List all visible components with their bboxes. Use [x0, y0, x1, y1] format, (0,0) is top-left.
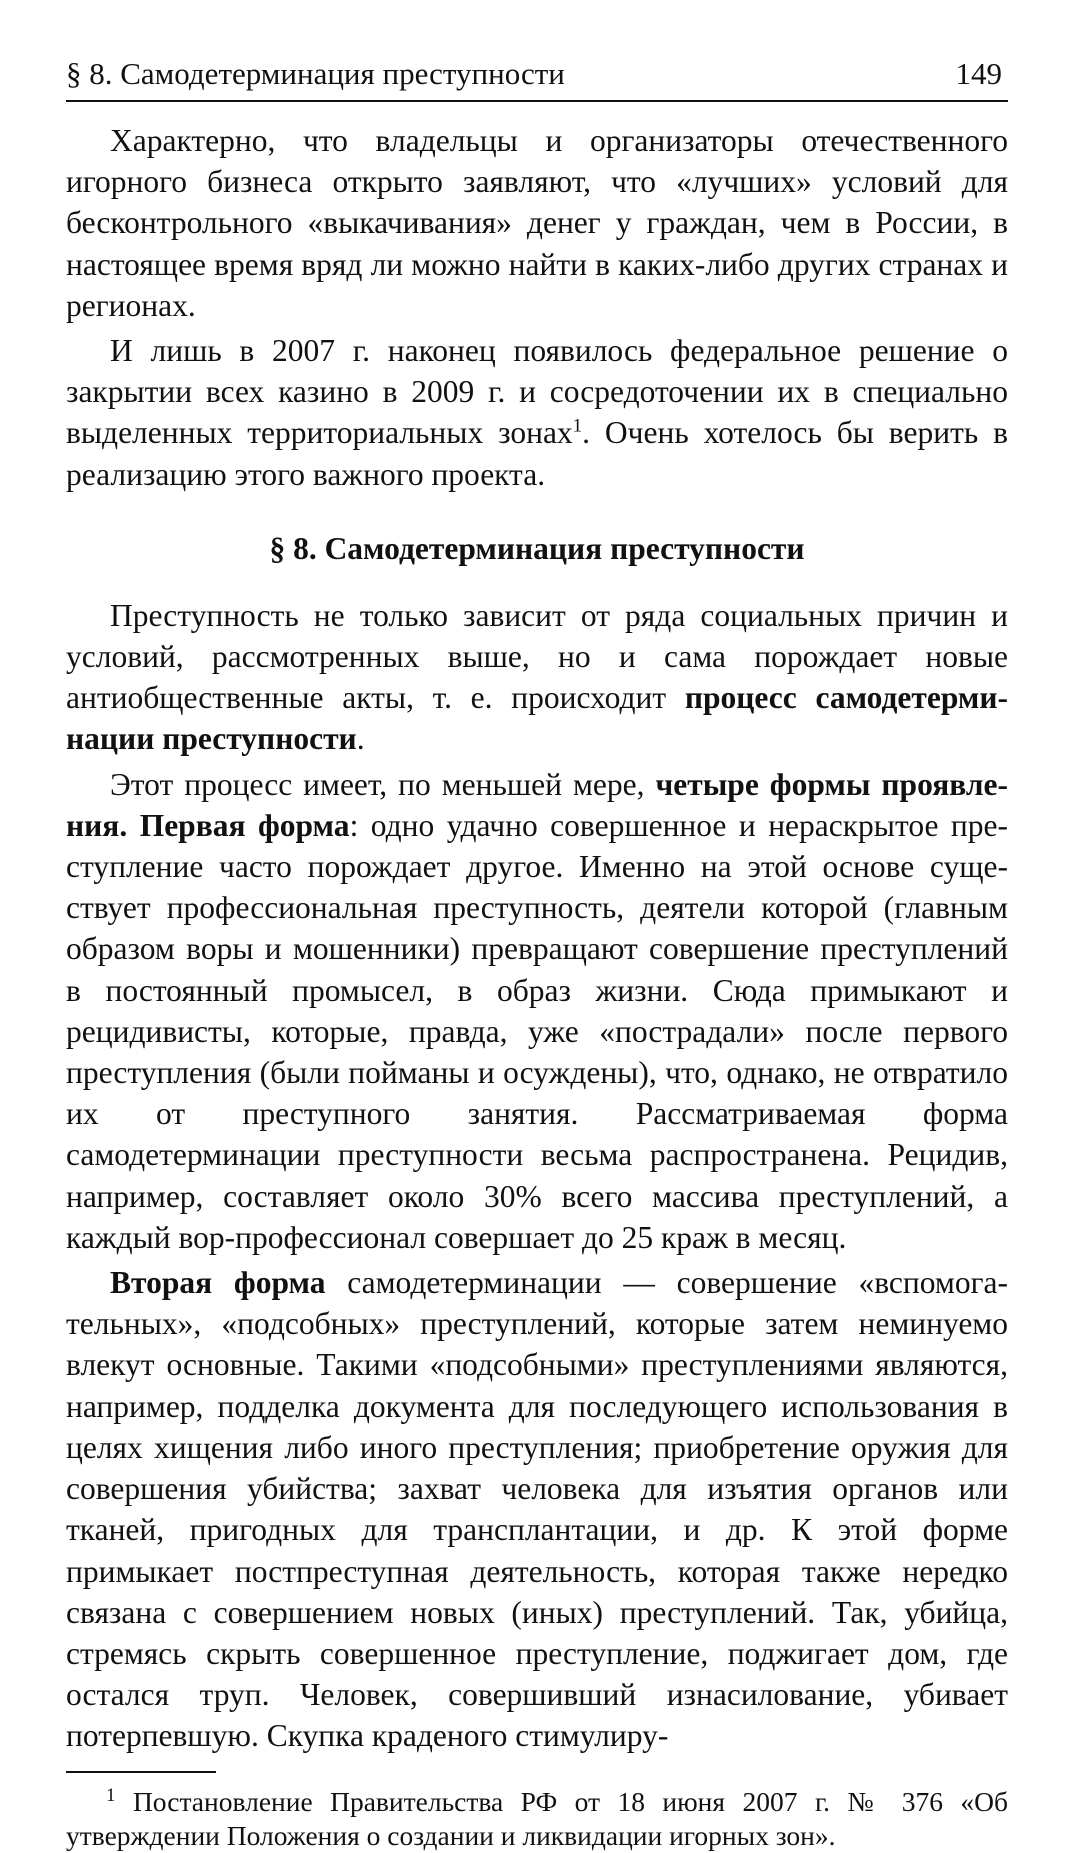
- bold-term: четыре формы проявления. Первая форма: [66, 766, 1009, 843]
- footnote-text: $^1$ Постановление Правительства РФ от 18 июня 2007 г. № 376 «Об утверждении Положения о создании и ликвидации игорных зон».: [66, 1784, 1008, 1851]
- page-number: 149: [955, 56, 1002, 91]
- paragraph: И лишь в 2007 г. наконец появилось федеральное решение о закрытии всех казино в 2009 г. и сосредоточении их в специально выделенных территориальных зонах$^1$. Очень хотелось бы верить в реализацию этого важного проекта.: [66, 333, 1008, 492]
- footnote: [66, 1785, 1008, 1853]
- paragraph: Характерно, что владельцы и организаторы отечественного игорного бизнеса открыто заявляют, что «лучших» условий для бесконтрольного «выкачивания» денег у граждан, чем в России, в настоящее время вряд ли можно найти в каких-либо других странах и регионах.: [66, 123, 1008, 323]
- footnote-divider: [66, 1771, 216, 1773]
- paragraph: Вторая форма самодетерминации — совершение «вспомогательных», «подсобных» преступлений, которые затем неминуемо влекут основные. Такими «подсобными» преступлениями являются, например, подделка документа для последующего использования в целях хищения либо иного преступления; приобретение оружия для совершения убийства; захват человека для изъятия органов или тканей, пригодных для трансплантации, и др. К этой форме примыкает постпреступная деятельность, которая также нередко связана с совершением новых (иных) преступлений. Так, убийца, стремясь скрыть совершенное преступление, поджигает дом, где остался труп. Человек, совершивший изнасилование, убивает потерпевшую. Скупка краденого стимулиру-: [66, 1265, 1008, 1754]
- paragraph: Преступность не только зависит от ряда социальных причин и условий, рассмотренных выше, но и сама порождает новые антиобщественные акты, т. е. происходит процесс самодетерминации преступности.: [66, 597, 1008, 757]
- footnote-reference[interactable]: 1: [572, 415, 583, 437]
- running-title: § 8. Самодетерминация преступности: [66, 56, 565, 91]
- book-page: [66, 56, 1008, 1853]
- bold-term: Вторая форма: [110, 1265, 326, 1301]
- bold-term: процесс самодетерминации преступности: [66, 680, 1008, 757]
- section-heading: § 8. Самодетерминация преступности: [269, 530, 805, 566]
- running-header: [66, 56, 1008, 102]
- footnote-mark: 1: [106, 1784, 116, 1806]
- body-text: [66, 120, 1008, 1757]
- paragraph: Этот процесс имеет, по меньшей мере, четыре формы проявления. Первая форма: одно удачно совершенное и нераскрытое преступление часто порождает другое. Именно на этой основе существует профессиональная преступность, деятели которой (главным образом воры и мошенники) превращают совершение преступлений в постоянный промысел, в образ жизни. Сюда примыкают и рецидивисты, которые, правда, уже «пострадали» после первого преступления (были пойманы и осуждены), что, однако, не отвратило их от преступного занятия. Рассматриваемая форма самодетерминации преступности весьма распространена. Рецидив, например, составляет около 30% всего массива преступлений, а каждый вор-профессионал совершает до 25 краж в месяц.: [66, 766, 1009, 1255]
